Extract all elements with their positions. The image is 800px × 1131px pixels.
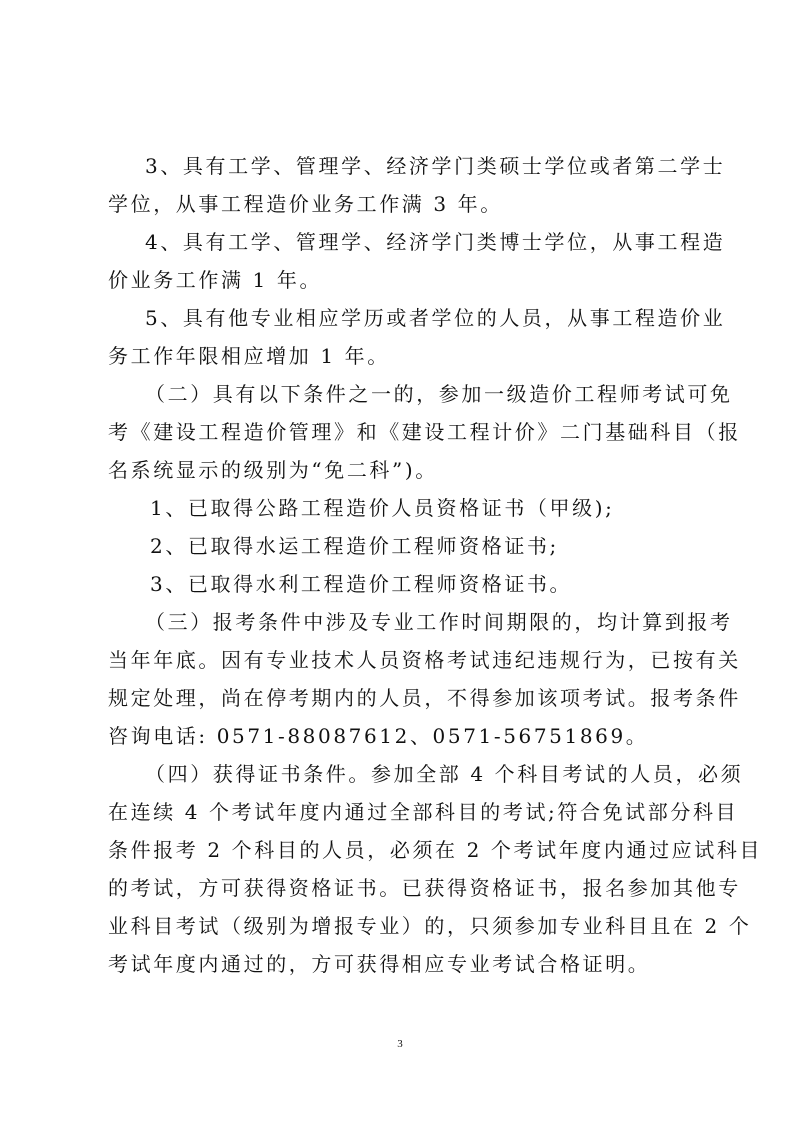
- text-line: 咨询电话: 0571-88087612、0571-56751869。: [108, 724, 649, 748]
- text-line: 考试年度内通过的，方可获得相应专业考试合格证明。: [108, 952, 651, 976]
- text-line: 2、已取得水运工程造价工程师资格证书;: [150, 534, 559, 558]
- text-line: 3、已取得水利工程造价工程师资格证书。: [150, 572, 573, 596]
- text-line: 5、具有他专业相应学历或者学位的人员，从事工程造价业: [145, 306, 726, 330]
- text-line: 条件报考 2 个科目的人员，必须在 2 个考试年度内通过应试科目: [108, 838, 763, 862]
- text-line: 名系统显示的级别为“免二科”)。: [108, 458, 438, 482]
- text-line: 4、具有工学、管理学、经济学门类博士学位，从事工程造: [145, 230, 726, 254]
- text-line: （三）报考条件中涉及专业工作时间期限的，均计算到报考: [145, 610, 733, 634]
- text-line: 在连续 4 个考试年度内通过全部科目的考试;符合免试部分科目: [108, 800, 739, 824]
- text-line: 的考试，方可获得资格证书。已获得资格证书，报名参加其他专: [108, 876, 741, 900]
- text-line: 3、具有工学、管理学、经济学门类硕士学位或者第二学士: [145, 154, 726, 178]
- text-line: 业科目考试（级别为增报专业）的，只须参加专业科目且在 2 个: [108, 914, 752, 938]
- text-line: 1、已取得公路工程造价人员资格证书（甲级);: [150, 496, 615, 520]
- text-line: （四）获得证书条件。参加全部 4 个科目考试的人员，必须: [145, 762, 744, 786]
- text-line: （二）具有以下条件之一的，参加一级造价工程师考试可免: [145, 382, 733, 406]
- text-line: 学位，从事工程造价业务工作满 3 年。: [108, 192, 503, 216]
- text-line: 务工作年限相应增加 1 年。: [108, 344, 390, 368]
- text-line: 价业务工作满 1 年。: [108, 268, 323, 292]
- text-line: 规定处理，尚在停考期内的人员，不得参加该项考试。报考条件: [108, 686, 741, 710]
- text-line: 考《建设工程造价管理》和《建设工程计价》二门基础科目（报: [108, 420, 741, 444]
- text-line: 当年年底。因有专业技术人员资格考试违纪违规行为，已按有关: [108, 648, 741, 672]
- page-number: 3: [397, 1038, 403, 1050]
